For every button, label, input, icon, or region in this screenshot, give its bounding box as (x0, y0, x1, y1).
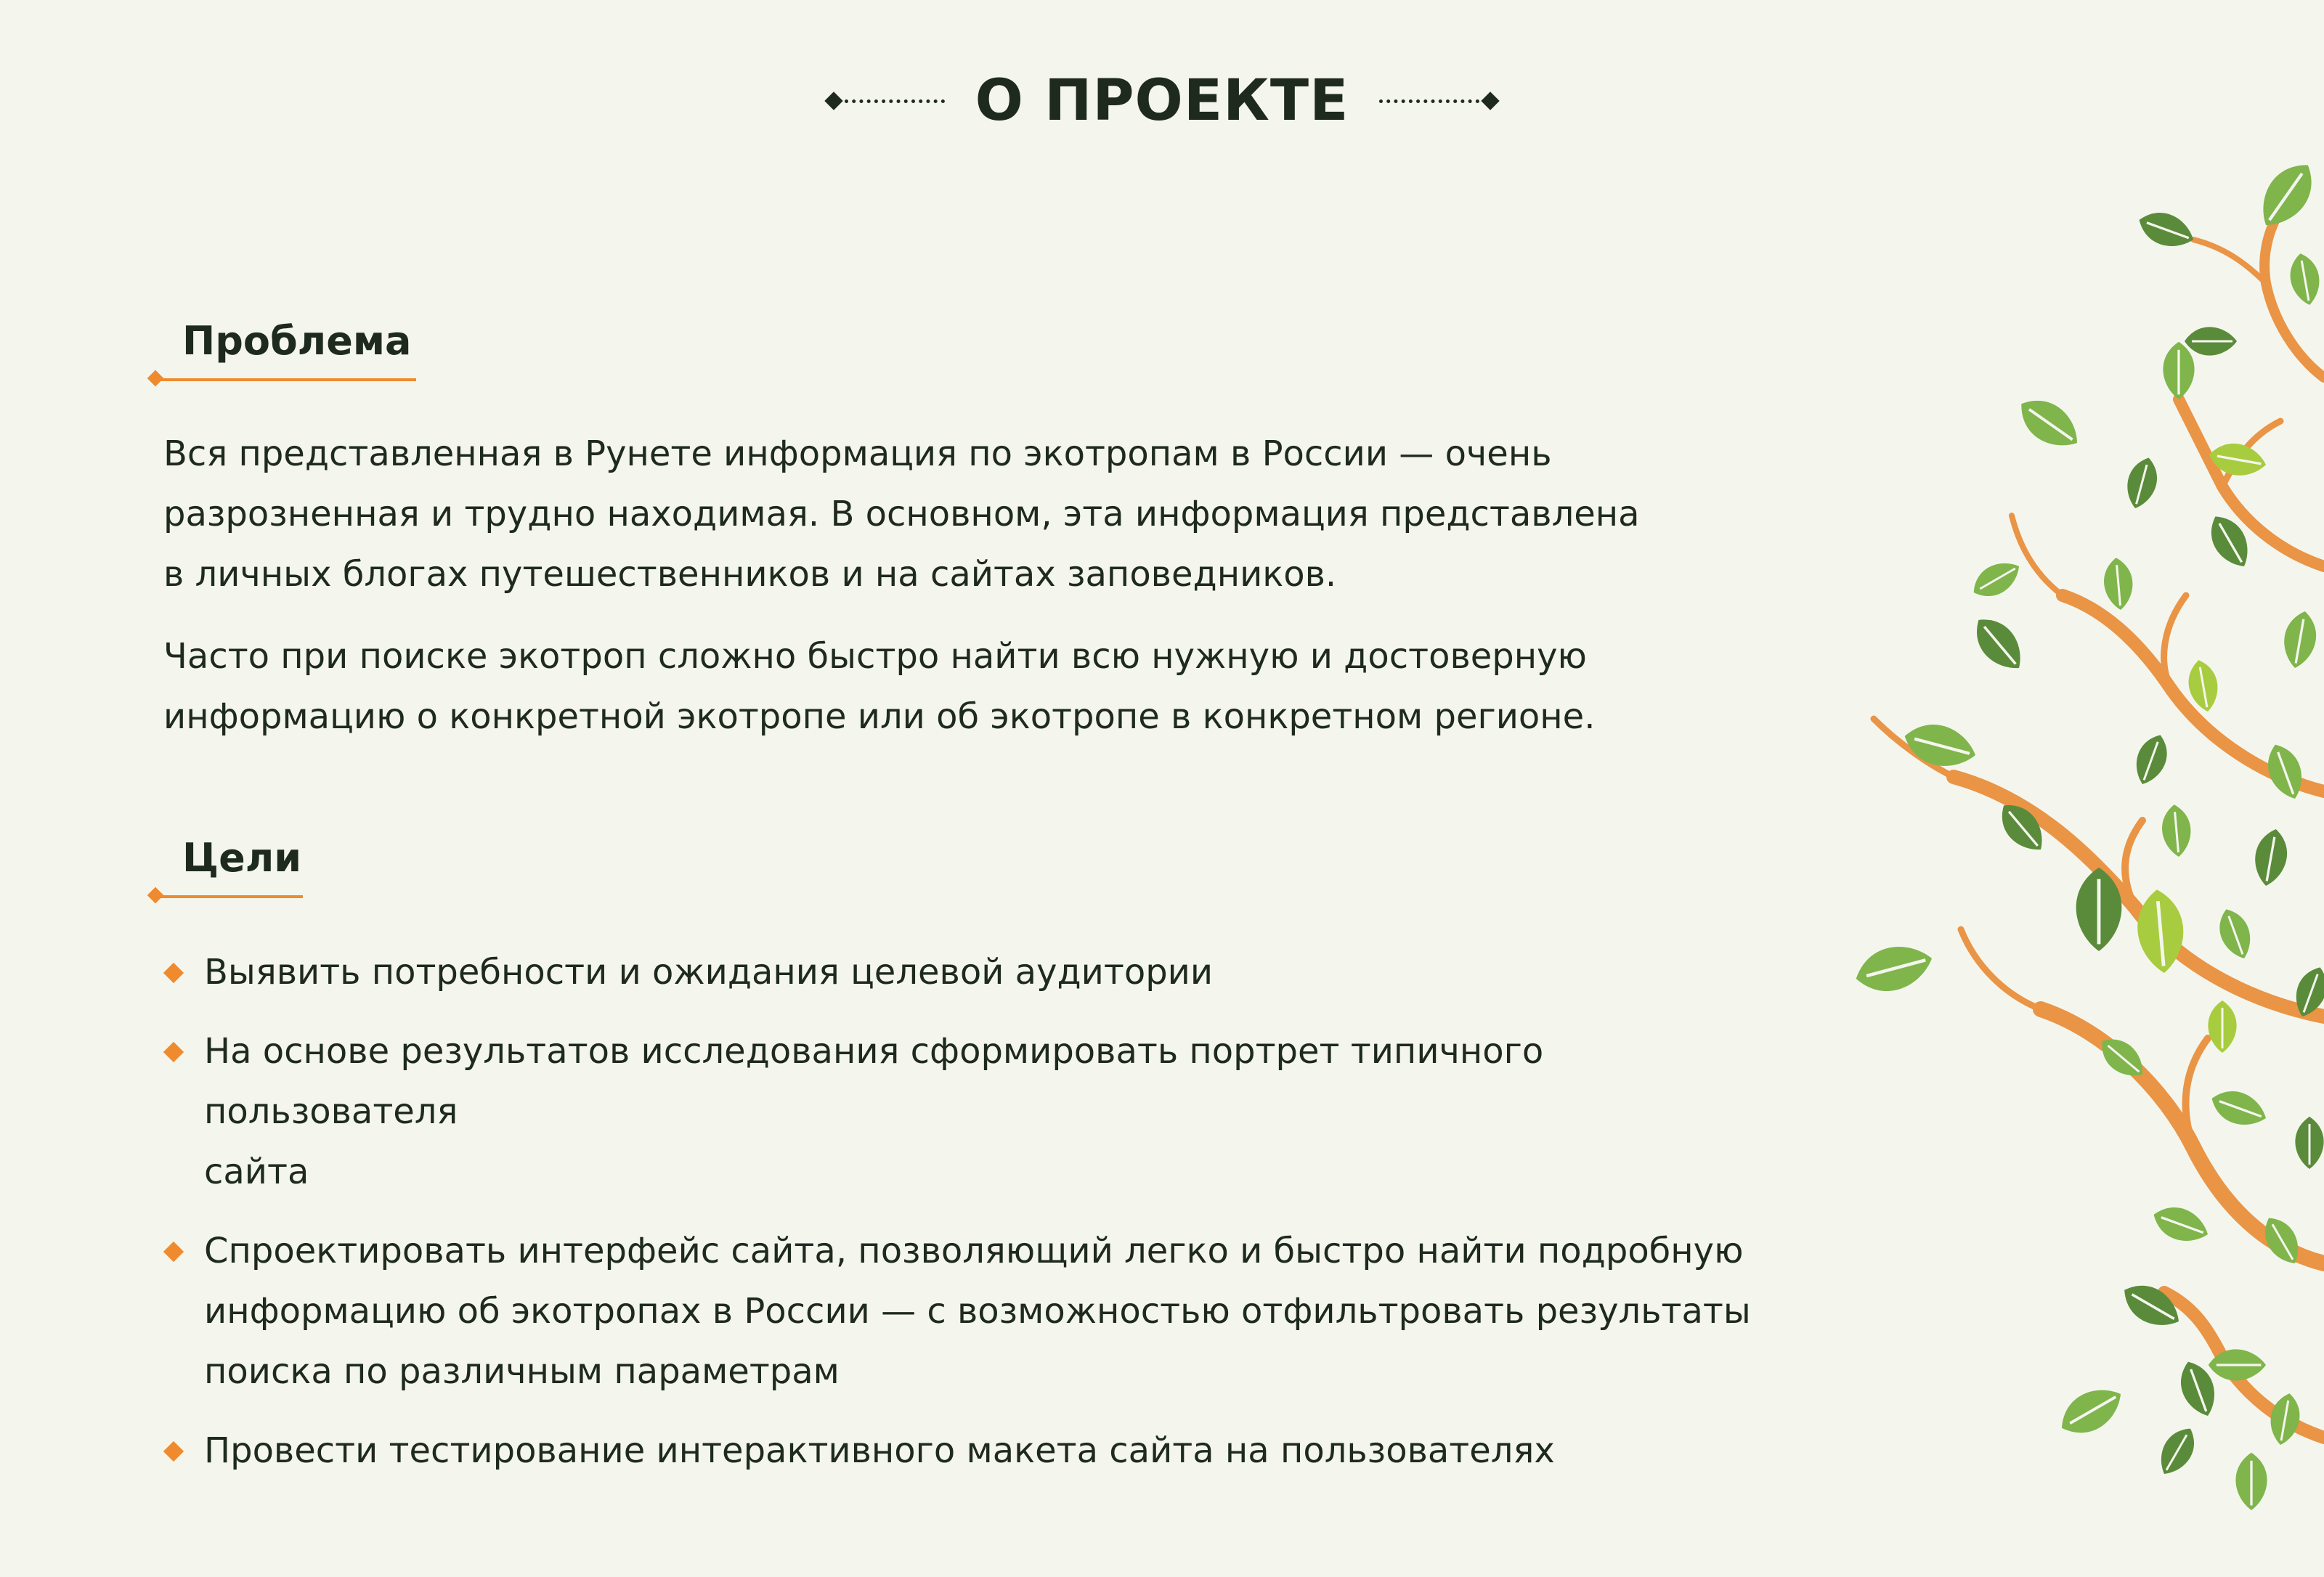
diamond-icon (1482, 91, 1500, 110)
goal-line: Провести тестирование интерактивного макета сайта на пользователях (204, 1430, 1555, 1471)
goal-line: сайта (204, 1152, 309, 1192)
goals-heading-text: Цели (182, 835, 302, 881)
goal-line: На основе результатов исследования сформировать портрет типичного пользователя (204, 1031, 1544, 1132)
problem-heading-text: Проблема (182, 318, 412, 364)
paragraph-line: разрозненная и трудно находимая. В основном, эта информация представлена (163, 494, 1640, 534)
heading-underline (156, 895, 303, 898)
page-title: О ПРОЕКТЕ (975, 68, 1349, 134)
goal-line: поиска по различным параметрам (204, 1351, 840, 1392)
dotted-divider (845, 99, 945, 103)
tree-branches (1874, 182, 2324, 1438)
tree-illustration (1801, 160, 2324, 1539)
paragraph-line: в личных блогах путешественников и на сайтах заповедников. (163, 554, 1337, 595)
diamond-bullet-icon (163, 1242, 184, 1262)
goal-line: информацию об экотропах в России — с возможностью отфильтровать результаты (204, 1291, 1751, 1332)
diamond-icon (824, 91, 842, 110)
page-header (0, 68, 2324, 134)
problem-body (163, 424, 1761, 769)
tree-leaves (1850, 160, 2324, 1510)
diamond-bullet-icon (163, 1042, 184, 1062)
paragraph-line: информацию о конкретной экотропе или об экотропе в конкретном регионе. (163, 696, 1596, 737)
goal-item (163, 1421, 1797, 1481)
heading-underline (156, 378, 416, 381)
goals-section-heading (156, 835, 303, 898)
problem-section-heading (156, 318, 416, 381)
goal-item (163, 1022, 1797, 1202)
problem-paragraph (163, 627, 1761, 747)
paragraph-line: Часто при поиске экотроп сложно быстро найти всю нужную и достоверную (163, 636, 1587, 677)
dotted-divider (1379, 99, 1479, 103)
goal-line: Спроектировать интерфейс сайта, позволяющий легко и быстро найти подробную (204, 1231, 1744, 1271)
title-ornament-right (1375, 94, 1497, 107)
goal-line: Выявить потребности и ожидания целевой аудитории (204, 952, 1214, 993)
title-ornament-left (827, 94, 949, 107)
diamond-bullet-icon (163, 963, 184, 983)
goals-list (163, 942, 1797, 1500)
diamond-bullet-icon (163, 1441, 184, 1462)
goal-item (163, 942, 1797, 1003)
paragraph-line: Вся представленная в Рунете информация по экотропам в России — очень (163, 433, 1552, 474)
goal-item (163, 1221, 1797, 1402)
problem-paragraph (163, 424, 1761, 605)
